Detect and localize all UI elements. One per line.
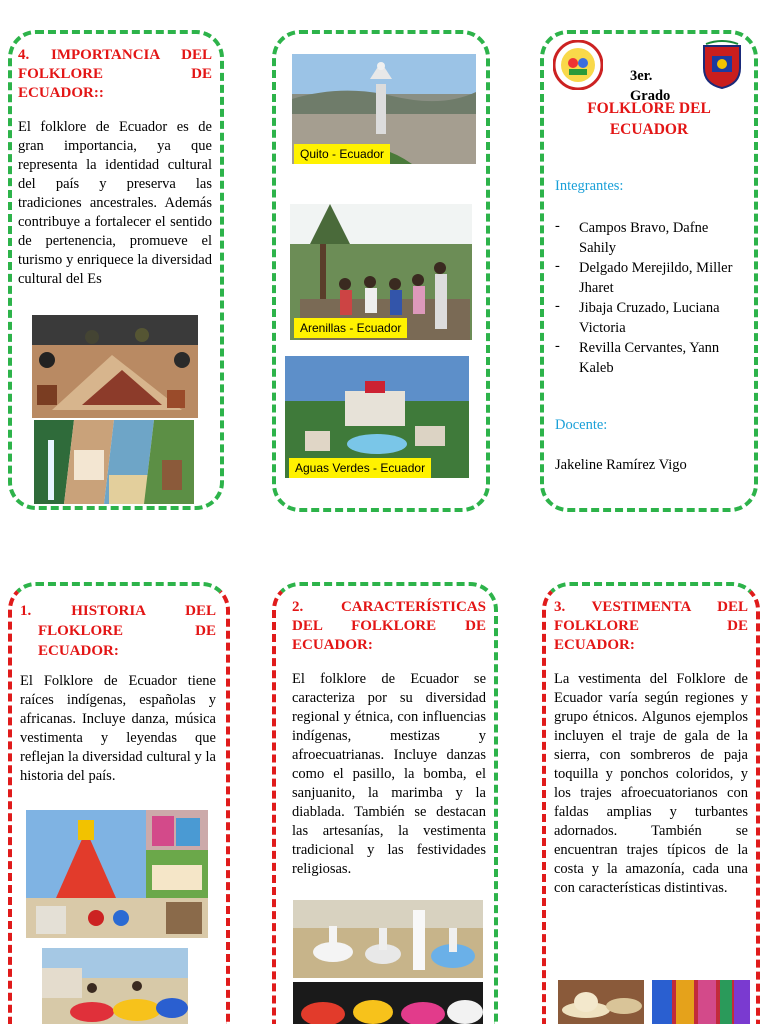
section3-heading: 3. VESTIMENTA DEL FOLKLORE DE ECUADOR:	[554, 599, 748, 653]
textiles-photo	[652, 980, 750, 1024]
members-label: Integrantes:	[555, 178, 624, 194]
section1-heading-line2: FLOKLORE DE	[38, 623, 216, 639]
straw-hats-photo	[558, 980, 644, 1024]
teacher-name: Jakeline Ramírez Vigo	[555, 457, 687, 473]
quito-caption: Quito - Ecuador	[294, 144, 390, 164]
section1-heading-line3: ECUADOR:	[38, 643, 119, 659]
dance-costumes-photo	[293, 982, 483, 1024]
folklore-market-photo	[32, 315, 198, 418]
member-item: - Delgado Merejildo, Miller Jharet	[555, 258, 745, 298]
aguas-verdes-caption: Aguas Verdes - Ecuador	[289, 458, 431, 478]
school-logo-right	[700, 40, 744, 90]
arenillas-caption: Arenillas - Ecuador	[294, 318, 407, 338]
dancers-street-photo	[42, 948, 188, 1024]
ecuador-landscapes-collage	[34, 420, 194, 504]
section2-body: El folklore de Ecuador se caracteriza por su diversidad regional y étnica, con influencias indígenas, mestizas y afroecuatrianas. Incluye danzas como el pasillo, la bomba, el sanjuanito, la marimba y la diablada. También se destacan las artesanías, la vestimenta tradicional y las festividades religiosas.	[292, 671, 486, 877]
school-logo-left	[553, 40, 603, 90]
historia-collage-photo	[26, 810, 208, 938]
grade-label: 3er. Grado	[630, 68, 671, 104]
section4-heading: 4. IMPORTANCIA DEL FOLKLORE DE ECUADOR::	[18, 47, 212, 101]
section2-heading: 2. CARACTERÍSTICAS DEL FOLKLORE DE ECUADOR:	[292, 599, 486, 653]
teacher-label: Docente:	[555, 417, 608, 433]
section3-body: La vestimenta del Folklore de Ecuador varía según regiones y grupo étnicos. Algunos ejemplos incluyen el traje de gala de la sierra, con sombreros de paja toquilla y ponchos coloridos, y los trajes afroecuatorianos con faldas amplias y turbantes adornados. También se encuentran trajes típicos de la costa y la amazonía, cada una con características distintivas.	[554, 671, 748, 896]
section4-body: El folklore de Ecuador es de gran importancia, ya que representa la identidad cultural del país y preserva las tradiciones ancestrales. Además contribuye a fortalecer el sentido de pertenencia, promueve el turismo y enriquece la diversidad cultural del Es	[18, 119, 212, 287]
member-item: - Revilla Cervantes, Yann Kaleb	[555, 338, 745, 378]
section1-heading-line1: 1. HISTORIA DEL	[20, 603, 216, 619]
section1-body: El Folklore de Ecuador tiene raíces indígenas, españolas y africanas. Incluye danza, música vestimenta y leyendas que reflejan la diversidad cultural y la historia del país.	[20, 673, 216, 784]
member-item: - Jibaja Cruzado, Luciana Victoria	[555, 298, 745, 338]
member-item: - Campos Bravo, Dafne Sahily	[555, 218, 745, 258]
members-list	[555, 218, 745, 378]
dance-performance-photo	[293, 900, 483, 978]
cover-title: FOLKLORE DEL ECUADOR	[587, 100, 711, 138]
